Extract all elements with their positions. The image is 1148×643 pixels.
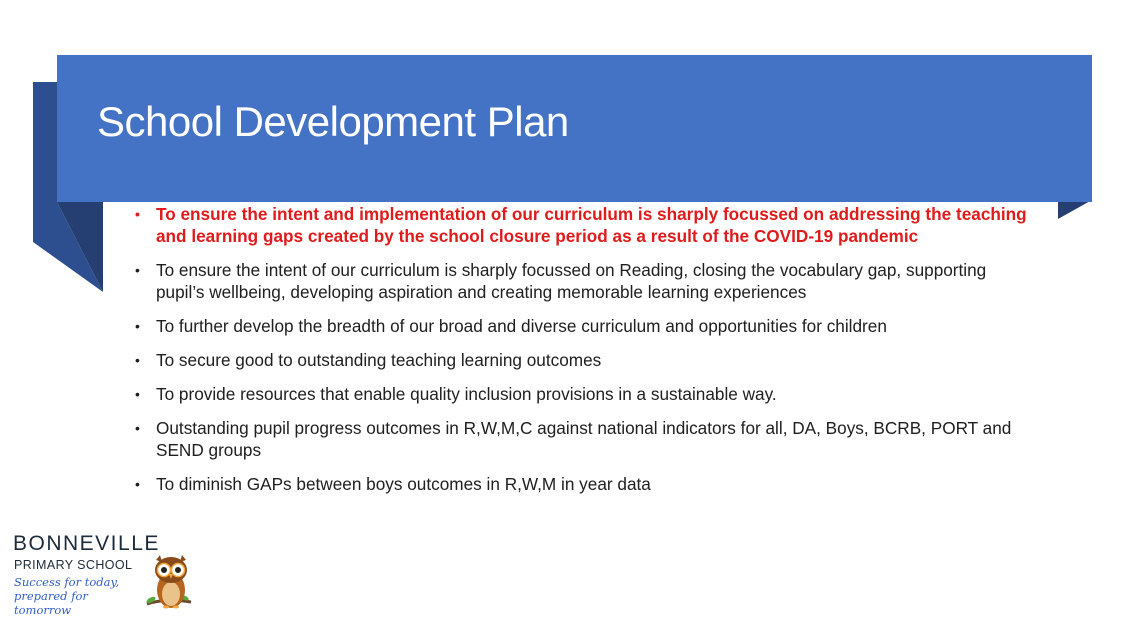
bullet-text: Outstanding pupil progress outcomes in R,W,M,C against national indicators for all, DA, Boys, BCRB, PORT and SEND groups	[156, 418, 1012, 460]
bullet-text: To diminish GAPs between boys outcomes in R,W,M in year data	[156, 474, 651, 494]
bullet-text: To ensure the intent of our curriculum is sharply focussed on Reading, closing the vocabulary gap, supporting pupil’s wellbeing, developing aspiration and creating memorable learning experiences	[156, 260, 987, 302]
school-logo	[13, 532, 193, 622]
bullet-item-inclusion-resources	[133, 383, 1038, 405]
bullet-dot-icon: •	[135, 386, 140, 402]
bullet-item-boys-gaps	[133, 473, 1038, 495]
bullet-text: To further develop the breadth of our broad and diverse curriculum and opportunities for children	[156, 316, 887, 336]
ribbon-right-fold	[1058, 200, 1092, 220]
bullet-text: To secure good to outstanding teaching learning outcomes	[156, 350, 602, 370]
bullet-item-curriculum-breadth	[133, 315, 1038, 337]
bullet-dot-icon: •	[135, 262, 140, 278]
logo-tagline: Success for today, prepared for tomorrow	[14, 575, 120, 617]
bullet-list	[133, 203, 1038, 507]
slide-title: School Development Plan	[97, 98, 569, 145]
bullet-dot-icon: •	[135, 352, 140, 368]
bullet-text: To provide resources that enable quality inclusion provisions in a sustainable way.	[156, 384, 777, 404]
bullet-text: To ensure the intent and implementation of our curriculum is sharply focussed on addressing the teaching and learning gaps created by the school closure period as a result of the COVID-19 pandemic	[156, 204, 1027, 246]
bullet-dot-icon: •	[135, 420, 140, 436]
logo-school-name: BONNEVILLE	[13, 532, 160, 555]
bullet-dot-icon: •	[135, 476, 140, 492]
owl-icon	[145, 554, 193, 618]
bullet-dot-icon: •	[135, 318, 140, 334]
logo-subtitle: PRIMARY SCHOOL	[14, 558, 133, 572]
bullet-item-covid-gaps	[133, 203, 1038, 247]
bullet-dot-icon: •	[135, 206, 140, 222]
bullet-item-reading-focus	[133, 259, 1038, 303]
bullet-item-pupil-progress	[133, 417, 1038, 461]
bullet-item-teaching-outcomes	[133, 349, 1038, 371]
